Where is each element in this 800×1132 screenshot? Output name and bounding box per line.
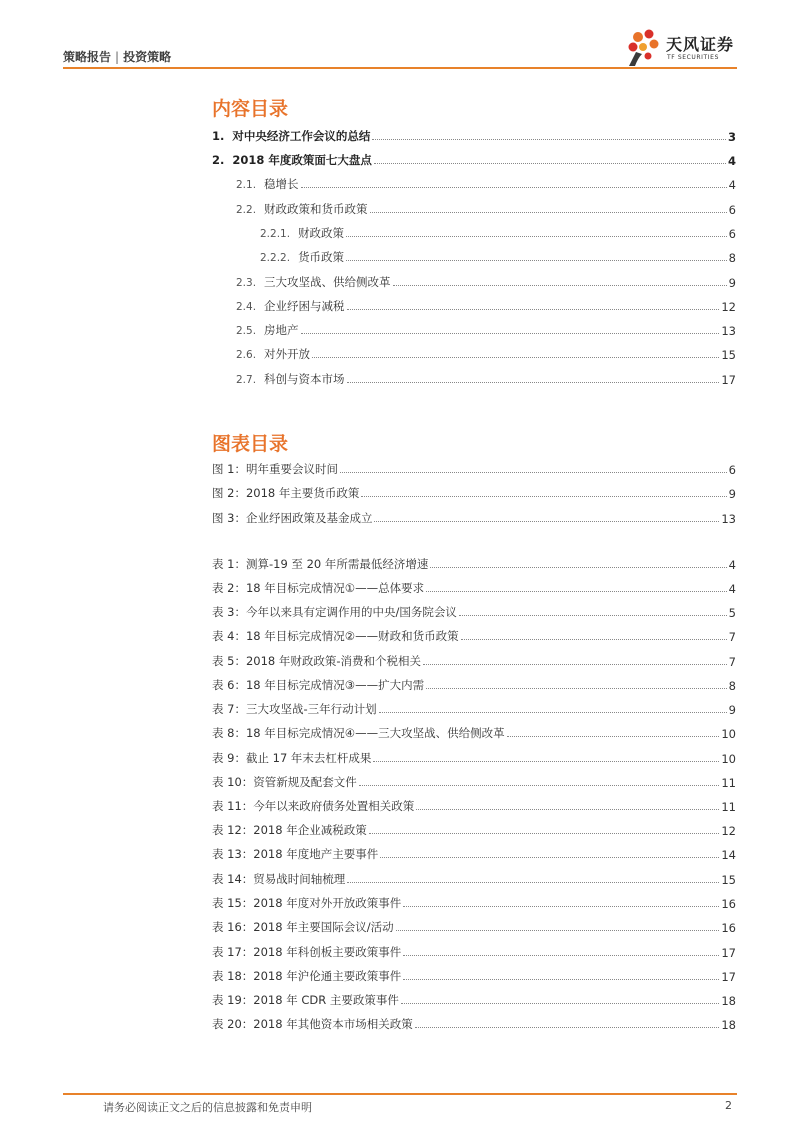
table-entry[interactable]: 表 10：资管新规及配套文件 11: [212, 775, 736, 790]
table-entry[interactable]: 表 14：贸易战时间轴梳理 15: [212, 872, 736, 887]
figure-entry[interactable]: 图 1：明年重要会议时间 6: [212, 462, 736, 477]
table-entry[interactable]: 表 3：今年以来具有定调作用的中央/国务院会议 5: [212, 605, 736, 620]
table-entry[interactable]: 表 17：2018 年科创板主要政策事件 17: [212, 945, 736, 960]
toc-entry-2-2[interactable]: 2.2. 财政政策和货币政策 6: [236, 202, 736, 217]
logo-text-en: TF SECURITIES: [667, 54, 719, 61]
category-separator: |: [115, 50, 120, 64]
table-entry[interactable]: 表 13：2018 年度地产主要事件 14: [212, 847, 736, 862]
page-header: [0, 0, 800, 70]
report-category: [63, 48, 171, 65]
toc-entry-2-1[interactable]: 2.1. 稳增长 4: [236, 177, 736, 192]
company-logo: [626, 28, 756, 68]
table-entry[interactable]: 表 7：三大攻坚战-三年行动计划 9: [212, 702, 736, 717]
table-entry[interactable]: 表 15：2018 年度对外开放政策事件 16: [212, 896, 736, 911]
table-entry[interactable]: 表 1：测算-19 至 20 年所需最低经济增速 4: [212, 557, 736, 572]
toc-entry-1[interactable]: 1. 对中央经济工作会议的总结 3: [212, 129, 736, 144]
table-entry[interactable]: 表 4：18 年目标完成情况②——财政和货币政策 7: [212, 629, 736, 644]
toc-entry-2-4[interactable]: 2.4. 企业纾困与减税 12: [236, 299, 736, 314]
toc-entry-2-2-1[interactable]: 2.2.1. 财政政策 6: [260, 226, 736, 241]
table-entry[interactable]: 表 6：18 年目标完成情况③——扩大内需 8: [212, 678, 736, 693]
toc-entry-2[interactable]: 2. 2018 年度政策面七大盘点 4: [212, 153, 736, 168]
figure-entry[interactable]: 图 3：企业纾困政策及基金成立 13: [212, 511, 736, 526]
toc-entry-2-7[interactable]: 2.7. 科创与资本市场 17: [236, 372, 736, 387]
toc-entry-2-6[interactable]: 2.6. 对外开放 15: [236, 347, 736, 362]
category-label: 策略报告: [63, 50, 112, 64]
table-entry[interactable]: 表 16：2018 年主要国际会议/活动 16: [212, 920, 736, 935]
toc-title: 内容目录: [212, 98, 289, 120]
footer-disclaimer: 请务必阅读正文之后的信息披露和免责申明: [103, 1101, 312, 1114]
table-entry[interactable]: 表 8：18 年目标完成情况④——三大攻坚战、供给侧改革 10: [212, 726, 736, 741]
figures-title: 图表目录: [212, 433, 289, 455]
table-entry[interactable]: 表 2：18 年目标完成情况①——总体要求 4: [212, 581, 736, 596]
page-number: 2: [725, 1099, 732, 1112]
header-divider: [63, 67, 737, 69]
table-entry[interactable]: 表 18：2018 年沪伦通主要政策事件 17: [212, 969, 736, 984]
subcategory-label: 投资策略: [123, 50, 172, 64]
table-entry[interactable]: 表 11：今年以来政府债务处置相关政策 11: [212, 799, 736, 814]
logo-text-cn: 天风证券: [666, 35, 735, 54]
table-entry[interactable]: 表 20：2018 年其他资本市场相关政策 18: [212, 1017, 736, 1032]
table-entry[interactable]: 表 12：2018 年企业减税政策 12: [212, 823, 736, 838]
table-entry[interactable]: 表 9：截止 17 年末去杠杆成果 10: [212, 751, 736, 766]
table-entry[interactable]: 表 5：2018 年财政政策-消费和个税相关 7: [212, 654, 736, 669]
toc-entry-2-3[interactable]: 2.3. 三大攻坚战、供给侧改革 9: [236, 275, 736, 290]
logo-flower-icon: [626, 28, 662, 68]
figure-entry[interactable]: 图 2：2018 年主要货币政策 9: [212, 486, 736, 501]
toc-entry-2-2-2[interactable]: 2.2.2. 货币政策 8: [260, 250, 736, 265]
toc-entry-2-5[interactable]: 2.5. 房地产 13: [236, 323, 736, 338]
footer-divider: [63, 1093, 737, 1095]
table-entry[interactable]: 表 19：2018 年 CDR 主要政策事件 18: [212, 993, 736, 1008]
